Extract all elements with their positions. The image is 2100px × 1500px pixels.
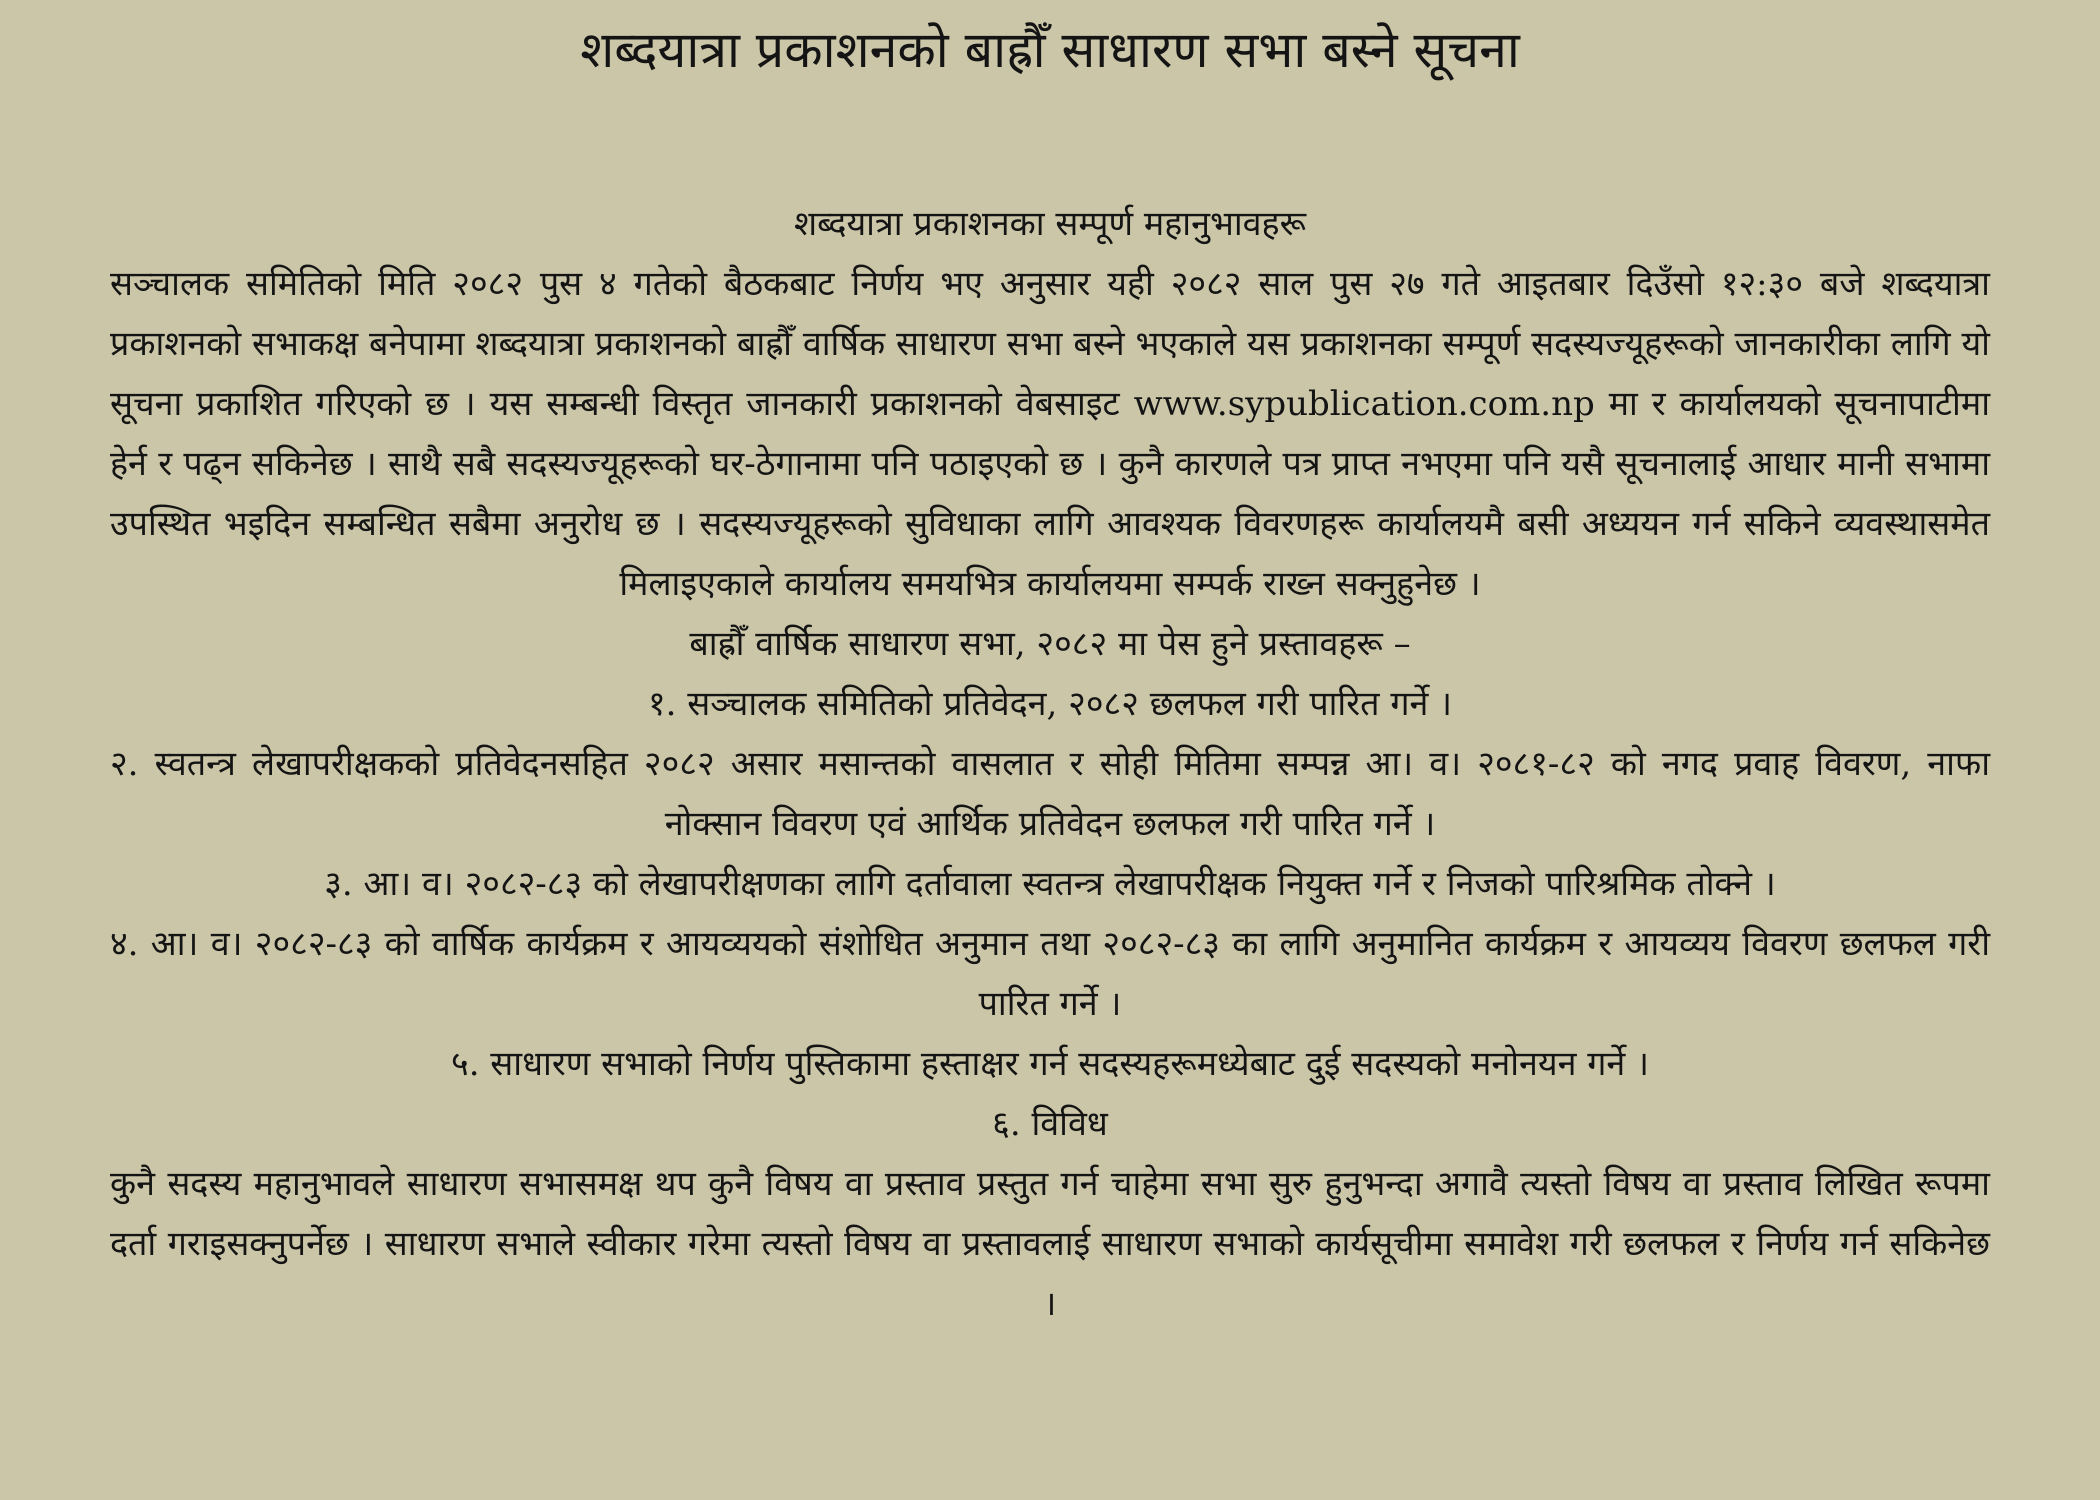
proposal-item-3: ३. आ। व। २०८२-८३ को लेखापरीक्षणका लागि दर्तावाला स्वतन्त्र लेखापरीक्षक नियुक्त गर्ने र निजको पारिश्रमिक तोक्ने । xyxy=(324,864,1776,904)
proposals-heading: बाह्रौँ वार्षिक साधारण सभा, २०८२ मा पेस हुने प्रस्तावहरू – xyxy=(689,624,1411,664)
closing-paragraph: कुनै सदस्य महानुभावले साधारण सभासमक्ष थप कुनै विषय वा प्रस्ताव प्रस्तुत गर्न चाहेमा सभा सुरु हुनुभन्दा अगावै त्यस्तो विषय वा प्रस्ताव लिखित रूपमा दर्ता गराइसक्नुपर्नेछ । साधारण सभाले स्वीकार गरेमा त्यस्तो विषय वा प्रस्तावलाई साधारण सभाको कार्यसूचीमा समावेश गरी छलफल र निर्णय गर्न सकिनेछ । xyxy=(110,1164,1990,1324)
proposal-item-2: २. स्वतन्त्र लेखापरीक्षकको प्रतिवेदनसहित २०८२ असार मसान्तको वासलात र सोही मितिमा सम्पन्न आ। व। २०८१-८२ को नगद प्रवाह विवरण, नाफा नोक्सान विवरण एवं आर्थिक प्रतिवेदन छलफल गरी पारित गर्ने । xyxy=(110,744,1990,844)
proposal-item-6: ६. विविध xyxy=(992,1104,1108,1144)
notice-body xyxy=(110,194,1990,1334)
website-url: www.sypublication.com.np xyxy=(1133,384,1595,424)
intro-text-before-url: सञ्चालक समितिको मिति २०८२ पुस ४ गतेको बैठकबाट निर्णय भए अनुसार यही २०८२ साल पुस २७ गते आइतबार दिउँसो १२:३० बजे शब्दयात्रा प्रकाशनको सभाकक्ष बनेपामा शब्दयात्रा प्रकाशनको बाह्रौँ वार्षिक साधारण सभा बस्ने भएकाले यस प्रकाशनका सम्पूर्ण सदस्यज्यूहरूको जानकारीका लागि यो सूचना प्रकाशित गरिएको छ । यस सम्बन्धी विस्तृत जानकारी प्रकाशनको वेबसाइट xyxy=(110,264,1990,424)
salutation: शब्दयात्रा प्रकाशनका सम्पूर्ण महानुभावहरू xyxy=(793,204,1307,244)
proposal-item-1: १. सञ्चालक समितिको प्रतिवेदन, २०८२ छलफल गरी पारित गर्ने । xyxy=(647,684,1453,724)
proposal-item-4: ४. आ। व। २०८२-८३ को वार्षिक कार्यक्रम र आयव्ययको संशोधित अनुमान तथा २०८२-८३ का लागि अनुमानित कार्यक्रम र आयव्यय विवरण छलफल गरी पारित गर्ने । xyxy=(110,924,1990,1024)
intro-paragraph xyxy=(110,254,1990,614)
proposal-item-5: ५. साधारण सभाको निर्णय पुस्तिकामा हस्ताक्षर गर्न सदस्यहरूमध्येबाट दुई सदस्यको मनोनयन गर्ने । xyxy=(451,1044,1649,1084)
intro-text-after-url: मा र कार्यालयको सूचनापाटीमा हेर्न र पढ्न सकिनेछ । साथै सबै सदस्यज्यूहरूको घर-ठेगानामा पनि पठाइएको छ । कुनै कारणले पत्र प्राप्त नभएमा पनि यसै सूचनालाई आधार मानी सभामा उपस्थित भइदिन सम्बन्धित सबैमा अनुरोध छ । सदस्यज्यूहरूको सुविधाका लागि आवश्यक विवरणहरू कार्यालयमै बसी अध्ययन गर्न सकिने व्यवस्थासमेत मिलाइएकाले कार्यालय समयभित्र कार्यालयमा सम्पर्क राख्न सक्नुहुनेछ । xyxy=(110,384,1990,604)
notice-title: शब्दयात्रा प्रकाशनको बाह्रौँ साधारण सभा बस्ने सूचना xyxy=(580,21,1520,79)
